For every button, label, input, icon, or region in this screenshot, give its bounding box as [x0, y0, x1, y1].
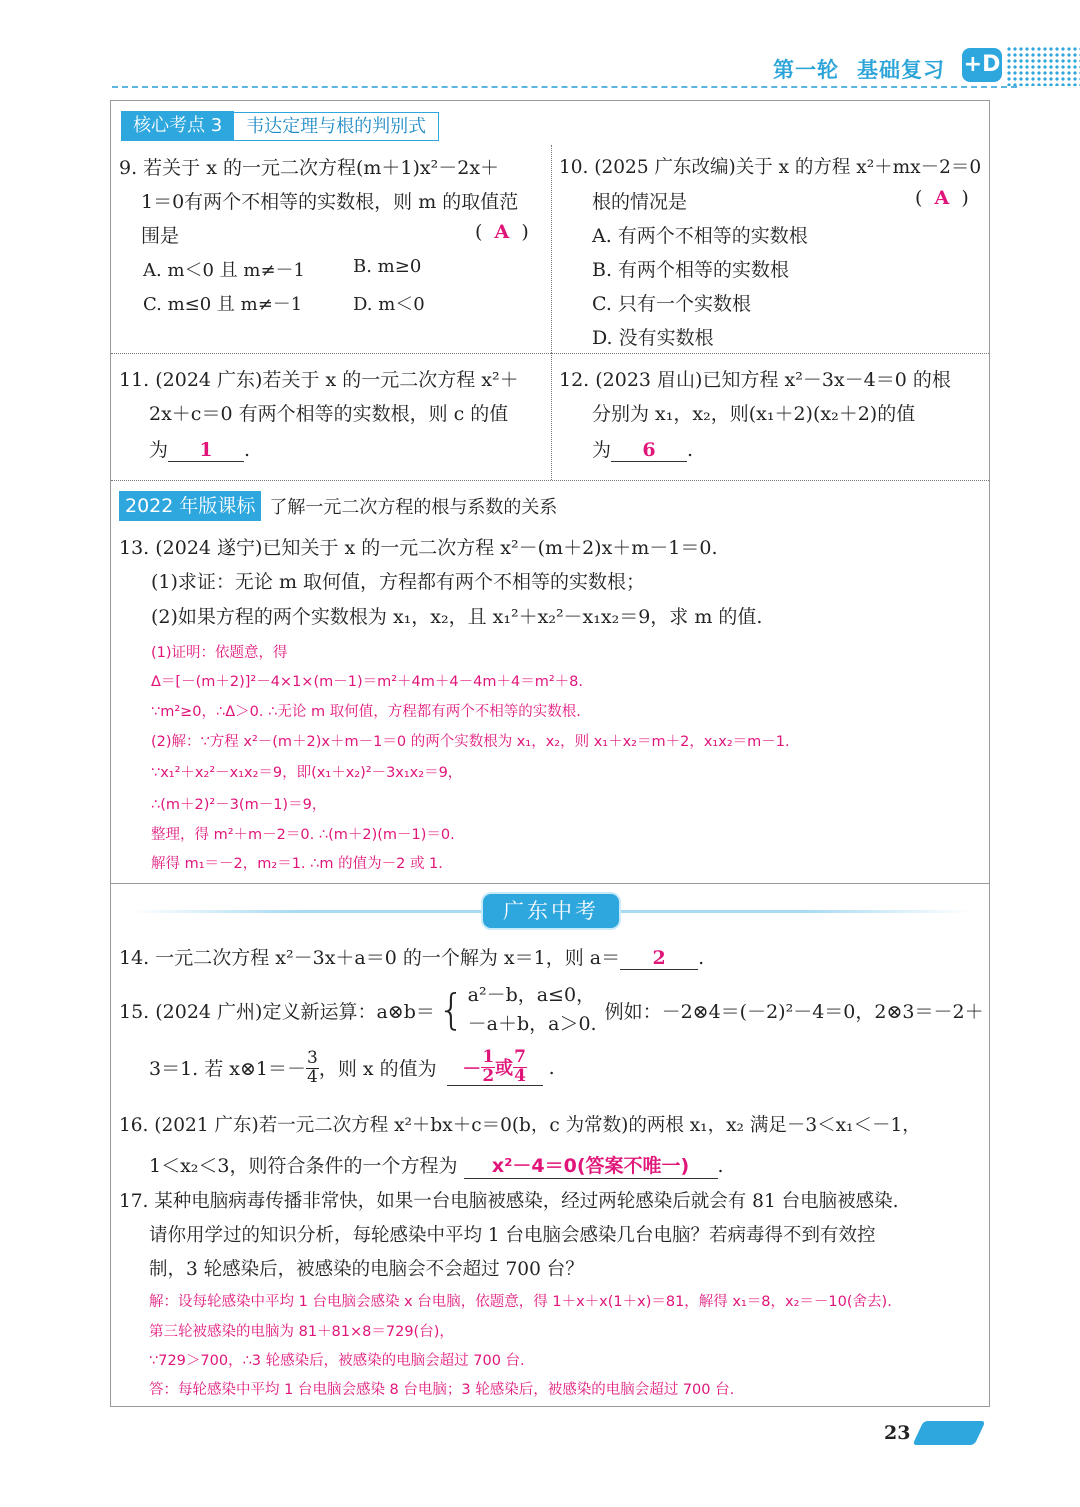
q13-line-1: 13. (2024 遂宁)已知关于 x 的一元二次方程 x²－(m＋2)x＋m－1＝0.: [119, 537, 718, 559]
q14-text: 14. 一元二次方程 x²－3x＋a＝0 的一个解为 x＝1，则 a＝: [119, 947, 621, 969]
q15-example: 例如：－2⊗4＝(－2)²－4＝0，2⊗3＝－2＋: [604, 1000, 984, 1023]
running-header: [755, 54, 945, 84]
section-divider: [111, 883, 989, 884]
q9-answer: A: [494, 221, 510, 243]
q16-line-2: 1＜x₂＜3，则符合条件的一个方程为 x²－4＝0(答案不唯一) .: [149, 1151, 724, 1179]
q10-option-c: C. 只有一个实数根: [592, 293, 751, 315]
q15-answer-frac-2-den: 4: [514, 1066, 526, 1086]
q12-answer: 6: [642, 439, 656, 461]
q15-given: 3＝1. 若 x⊗1＝－: [149, 1058, 307, 1080]
q9-line-2: 1＝0有两个不相等的实数根，则 m 的取值范: [141, 191, 519, 213]
q9-option-d: D. m＜0: [353, 294, 425, 315]
q15-answer: [447, 1049, 543, 1086]
section-tag-curriculum: [119, 491, 557, 521]
q17-solution-line: 第三轮被感染的电脑为 81＋81×8＝729(台)，: [149, 1324, 454, 1340]
q13-solution-line: (2)解：∵方程 x²－(m＋2)x＋m－1＝0 的两个实数根为 x₁，x₂，则 x₁＋x₂＝m＋2，x₁x₂＝m－1.: [151, 734, 790, 750]
header-chapter: 基础复习: [857, 58, 945, 82]
q16-prefix: 1＜x₂＜3，则符合条件的一个方程为: [149, 1155, 458, 1177]
q11-line-3: 为 1 .: [149, 439, 251, 461]
q12-line-2: 分别为 x₁，x₂，则(x₁＋2)(x₂＋2)的值: [592, 403, 916, 425]
q10-line-1: 10. (2025 广东改编)关于 x 的方程 x²＋mx－2＝0: [559, 157, 982, 178]
q13-solution-line: (1)证明：依题意，得: [151, 645, 288, 661]
header-divider: [112, 86, 1017, 88]
guangdong-exam-banner: 广东中考: [483, 894, 619, 928]
q15-case-2: －a＋b，a＞0.: [467, 1013, 597, 1036]
q15-line-2: 3＝1. 若 x⊗1＝－ $\frac{3}{4}$ ，则 x 的值为 － $\frac{1}{2}$ 或 $\frac{7}{4}$ .: [149, 1047, 555, 1087]
q12-prefix: 为: [592, 439, 612, 461]
q15-fraction-den: 4: [307, 1066, 318, 1087]
dot-pattern-decoration: [1006, 46, 1080, 86]
section-tag-core-point: [121, 111, 439, 141]
q17-line-3: 制，3 轮感染后，被感染的电脑会不会超过 700 台？: [149, 1259, 584, 1280]
q15-answer-frac-2-num: 7: [514, 1047, 526, 1067]
q11-prefix: 为: [149, 439, 169, 461]
q17-line-2: 请你用学过的知识分析，每轮感染中平均 1 台电脑会感染几台电脑？若病毒得不到有效控: [149, 1225, 876, 1246]
q13-solution-line: 解得 m₁＝－2，m₂＝1. ∴m 的值为－2 或 1.: [151, 856, 443, 872]
q17-solution-line: ∵729＞700，∴3 轮感染后，被感染的电脑会超过 700 台.: [149, 1353, 525, 1369]
column-divider: [551, 145, 552, 353]
q13-solution-line: Δ＝[－(m＋2)]²－4×1×(m－1)＝m²＋4m＋4－4m＋4＝m²＋8.: [151, 674, 583, 690]
q10-option-a: A. 有两个不相等的实数根: [592, 225, 808, 247]
q9-answer-bracket: ( A ): [475, 221, 529, 243]
q9-line-3: 围是: [141, 225, 180, 247]
curriculum-tag-label: 2022 年版课标: [119, 491, 261, 521]
q15-answer-frac-1-num: 1: [482, 1047, 495, 1067]
q15-line-1: [119, 981, 984, 1040]
q15-case-1: a²－b，a≤0，: [467, 984, 596, 1006]
q10-answer: A: [934, 187, 950, 209]
q13-solution-line: ∵m²≥0，∴Δ＞0. ∴无论 m 取何值，方程都有两个不相等的实数根.: [151, 704, 581, 720]
q13-part-1: (1)求证：无论 m 取何值，方程都有两个不相等的实数根；: [151, 571, 646, 593]
row-q9-q10: [111, 145, 989, 353]
q13-part-2: (2)如果方程的两个实数根为 x₁，x₂，且 x₁²＋x₂²－x₁x₂＝9，求 m 的值.: [151, 606, 763, 628]
q12-line-1: 12. (2023 眉山)已知方程 x²－3x－4＝0 的根: [559, 369, 951, 391]
q11-answer: 1: [199, 439, 213, 461]
q13-solution-line: ∵x₁²＋x₂²－x₁x₂＝9，即(x₁＋x₂)²－3x₁x₂＝9，: [151, 765, 463, 781]
q11-line-2: 2x＋c＝0 有两个相等的实数根，则 c 的值: [149, 403, 509, 425]
row-divider: [111, 480, 989, 481]
q15-answer-frac-1: [481, 1049, 495, 1085]
q10-line-2: 根的情况是: [592, 191, 688, 213]
curriculum-tag-title: 了解一元二次方程的根与系数的关系: [269, 497, 558, 518]
q13-solution-line: 整理，得 m²＋m－2＝0. ∴(m＋2)(m－1)＝0.: [151, 827, 455, 843]
question-14: 14. 一元二次方程 x²－3x＋a＝0 的一个解为 x＝1，则 a＝ 2 .: [119, 947, 705, 969]
q10-option-b: B. 有两个相等的实数根: [592, 259, 790, 281]
q11-line-1: 11. (2024 广东)若关于 x 的一元二次方程 x²＋: [119, 369, 519, 391]
q15-answer-or: 或: [495, 1058, 514, 1079]
brand-logo: +D: [962, 48, 1002, 82]
q15-answer-sign: －: [462, 1057, 482, 1080]
q15-brace: {: [437, 985, 465, 1035]
q15-answer-frac-2: [513, 1049, 527, 1085]
page-number: 23: [884, 1422, 911, 1444]
q15-cases: [468, 981, 597, 1040]
q15-answer-frac-1-den: 2: [482, 1066, 495, 1086]
header-round: 第一轮: [773, 58, 839, 82]
q17-line-1: 17. 某种电脑病毒传播非常快，如果一台电脑被感染，经过两轮感染后就会有 81 台电脑被感染.: [119, 1191, 899, 1212]
q9-line-1: 9. 若关于 x 的一元二次方程(m＋1)x²－2x＋: [119, 157, 500, 179]
content-frame: [110, 100, 990, 1407]
q13-solution-line: ∴(m＋2)²－3(m－1)＝9，: [151, 797, 327, 813]
q15-ask: ，则 x 的值为: [318, 1058, 437, 1080]
q17-solution-line: 答：每轮感染中平均 1 台电脑会感染 8 台电脑；3 轮感染后，被感染的电脑会超过 700 台.: [149, 1382, 735, 1398]
q10-option-d: D. 没有实数根: [592, 327, 714, 349]
q15-prefix: 15. (2024 广州)定义新运算：a⊗b＝: [119, 1000, 435, 1023]
page-tab-decoration: [912, 1421, 985, 1445]
q9-option-c: C. m≤0 且 m≠－1: [143, 294, 303, 315]
q12-line-3: 为 6 .: [592, 439, 694, 461]
section-tag-title: 韦达定理与根的判别式: [234, 112, 439, 141]
q15-fraction-num: 3: [307, 1047, 318, 1068]
q16-line-1: 16. (2021 广东)若一元二次方程 x²＋bx＋c＝0(b，c 为常数)的两根 x₁，x₂ 满足－3＜x₁＜－1，: [119, 1115, 921, 1136]
row-q11-q12: [111, 353, 989, 480]
q17-solution-line: 解：设每轮感染中平均 1 台电脑会感染 x 台电脑，依题意，得 1＋x＋x(1＋x)＝81，解得 x₁＝8，x₂＝－10(舍去).: [149, 1294, 892, 1310]
q9-option-b: B. m≥0: [353, 256, 422, 277]
q14-answer: 2: [652, 947, 666, 969]
q15-fraction: [306, 1047, 319, 1087]
q10-answer-bracket: ( A ): [915, 187, 969, 209]
q16-answer: x²－4＝0(答案不唯一): [491, 1155, 690, 1177]
q9-option-a: A. m＜0 且 m≠－1: [143, 260, 306, 281]
section-tag-label: 核心考点 3: [121, 111, 234, 141]
column-divider: [551, 353, 552, 480]
